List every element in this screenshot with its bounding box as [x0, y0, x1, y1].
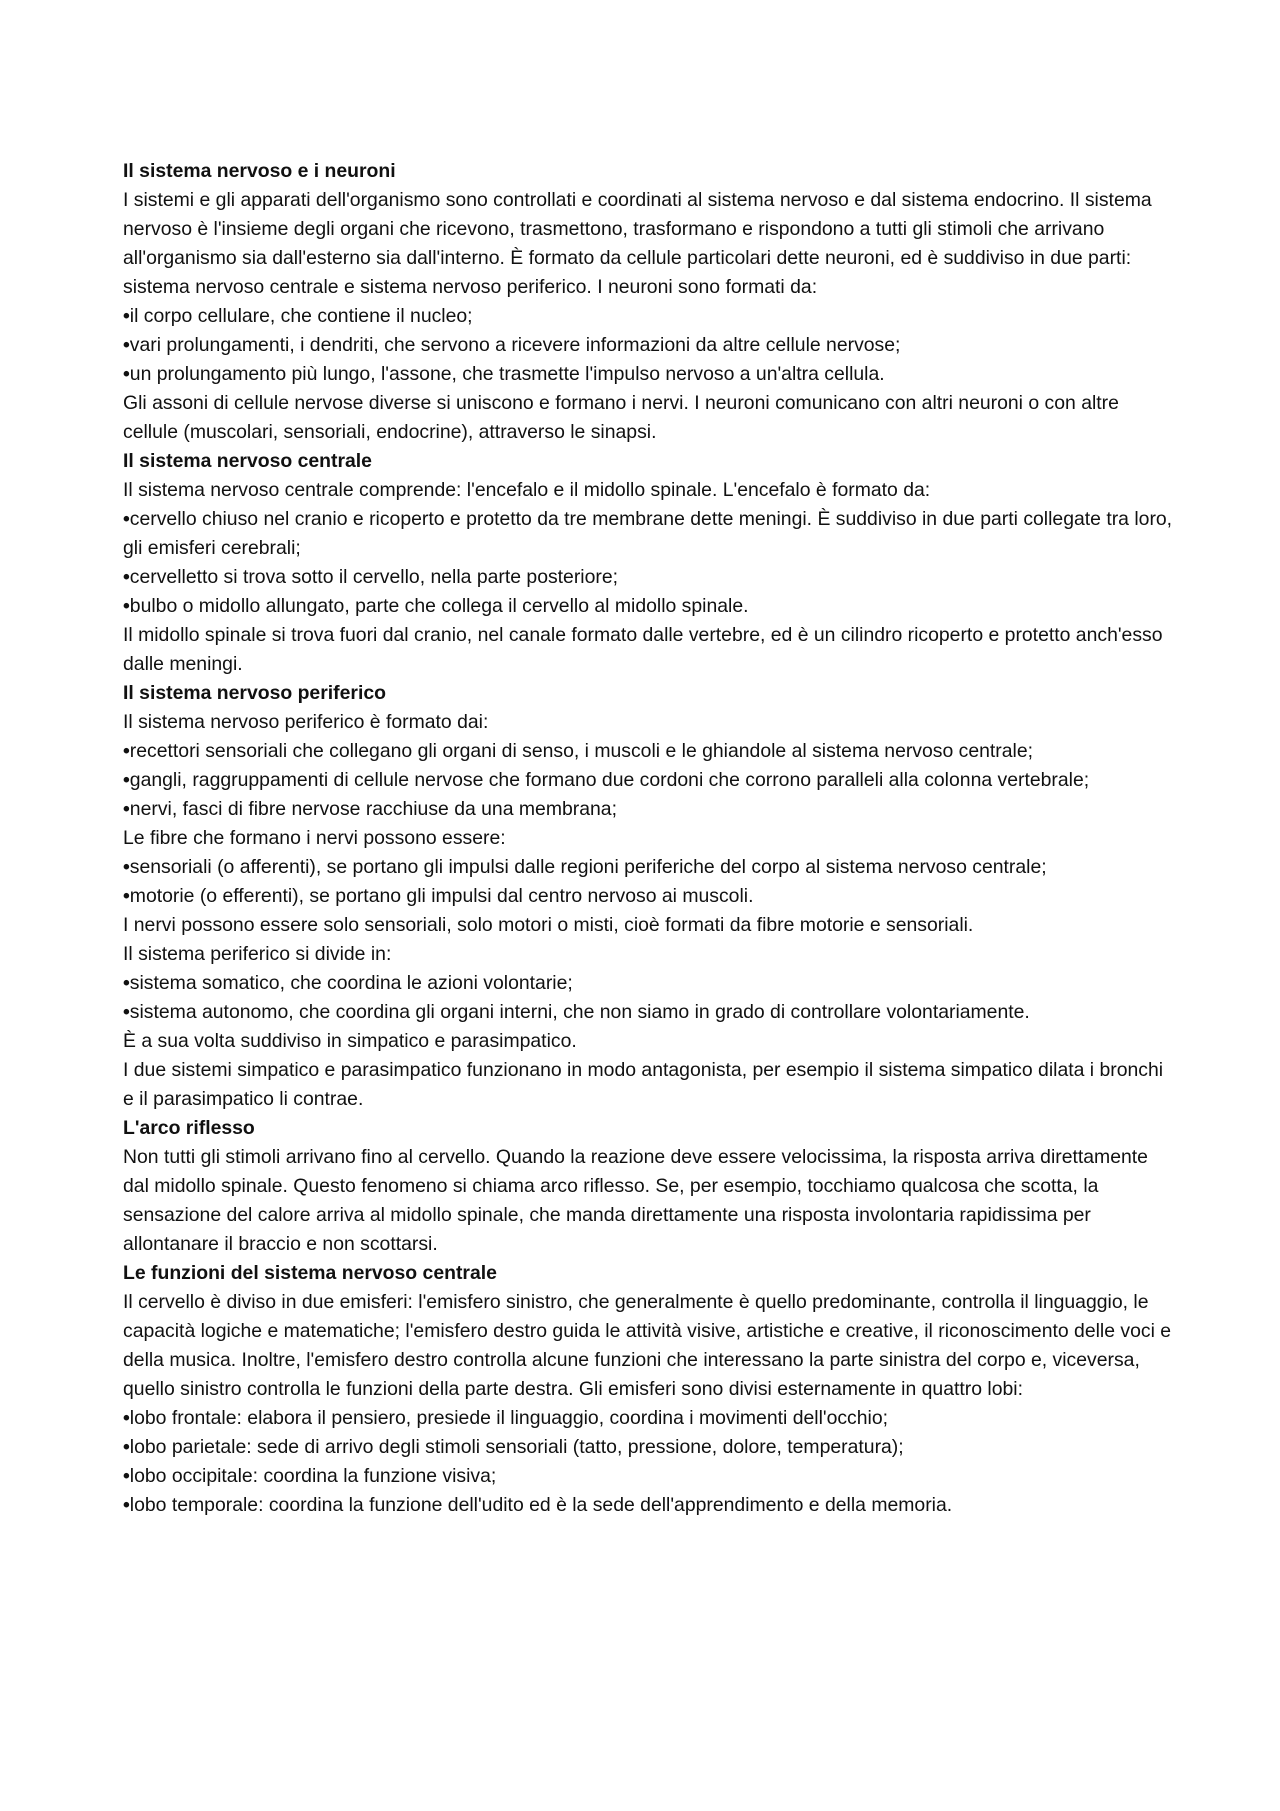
bullet-item: •vari prolungamenti, i dendriti, che servono a ricevere informazioni da altre cellule nervose; — [123, 334, 901, 356]
paragraph: Il sistema nervoso centrale comprende: l'encefalo e il midollo spinale. L'encefalo è formato da: — [123, 479, 931, 501]
bullet-item: •nervi, fasci di fibre nervose racchiuse da una membrana; — [123, 798, 617, 820]
bullet-item: •lobo parietale: sede di arrivo degli stimoli sensoriali (tatto, pressione, dolore, temperatura); — [123, 1436, 904, 1458]
bullet-item: •sistema somatico, che coordina le azioni volontarie; — [123, 972, 573, 994]
bullet-icon: • — [123, 1494, 130, 1516]
section-heading: Il sistema nervoso centrale — [123, 450, 372, 472]
paragraph: I due sistemi simpatico e parasimpatico funzionano in modo antagonista, per esempio il sistema simpatico dilata i bronchi e il parasimpatico li contrae. — [123, 1059, 1164, 1110]
bullet-icon: • — [123, 508, 130, 530]
bullet-item: •il corpo cellulare, che contiene il nucleo; — [123, 305, 473, 327]
bullet-item: •un prolungamento più lungo, l'assone, che trasmette l'impulso nervoso a un'altra cellula. — [123, 363, 885, 385]
bullet-icon: • — [123, 972, 130, 994]
bullet-icon: • — [123, 1001, 130, 1023]
paragraph: È a sua volta suddiviso in simpatico e parasimpatico. — [123, 1030, 577, 1052]
bullet-icon: • — [123, 740, 130, 762]
bullet-item: •bulbo o midollo allungato, parte che collega il cervello al midollo spinale. — [123, 595, 749, 617]
bullet-icon: • — [123, 1407, 130, 1429]
bullet-icon: • — [123, 769, 130, 791]
paragraph: Le fibre che formano i nervi possono essere: — [123, 827, 506, 849]
bullet-item: •sensoriali (o afferenti), se portano gli impulsi dalle regioni periferiche del corpo al sistema nervoso centrale; — [123, 856, 1047, 878]
document-page — [123, 157, 1173, 1520]
bullet-item: •cervelletto si trova sotto il cervello, nella parte posteriore; — [123, 566, 619, 588]
paragraph: Il cervello è diviso in due emisferi: l'emisfero sinistro, che generalmente è quello predominante, controlla il linguaggio, le capacità logiche e matematiche; l'emisfero destro guida le attività visive, artistiche e creative, il riconoscimento delle voci e della musica. Inoltre, l'emisfero destro controlla alcune funzioni che interessano la parte sinistra del corpo e, viceversa, quello sinistro controlla le funzioni della parte destra. Gli emisferi sono divisi esternamente in quattro lobi: — [123, 1291, 1172, 1400]
bullet-item: •recettori sensoriali che collegano gli organi di senso, i muscoli e le ghiandole al sistema nervoso centrale; — [123, 740, 1034, 762]
section-heading: L'arco riflesso — [123, 1117, 255, 1139]
bullet-item: •lobo frontale: elabora il pensiero, presiede il linguaggio, coordina i movimenti dell'occhio; — [123, 1407, 889, 1429]
bullet-icon: • — [123, 595, 130, 617]
bullet-item: •cervello chiuso nel cranio e ricoperto e protetto da tre membrane dette meningi. È suddiviso in due parti collegate tra loro, gli emisferi cerebrali; — [123, 508, 1173, 559]
bullet-item: •motorie (o efferenti), se portano gli impulsi dal centro nervoso ai muscoli. — [123, 885, 754, 907]
paragraph: Il sistema periferico si divide in: — [123, 943, 392, 965]
section-heading: Il sistema nervoso periferico — [123, 682, 386, 704]
bullet-item: •gangli, raggruppamenti di cellule nervose che formano due cordoni che corrono paralleli alla colonna vertebrale; — [123, 769, 1090, 791]
bullet-icon: • — [123, 305, 130, 327]
paragraph: Non tutti gli stimoli arrivano fino al cervello. Quando la reazione deve essere velocissima, la risposta arriva direttamente dal midollo spinale. Questo fenomeno si chiama arco riflesso. Se, per esempio, tocchiamo qualcosa che scotta, la sensazione del calore arriva al midollo spinale, che manda direttamente una risposta involontaria rapidissima per allontanare il braccio e non scottarsi. — [123, 1146, 1148, 1255]
bullet-icon: • — [123, 885, 130, 907]
bullet-icon: • — [123, 363, 130, 385]
bullet-icon: • — [123, 798, 130, 820]
section-heading: Le funzioni del sistema nervoso centrale — [123, 1262, 497, 1284]
bullet-icon: • — [123, 1465, 130, 1487]
paragraph: Gli assoni di cellule nervose diverse si uniscono e formano i nervi. I neuroni comunicano con altri neuroni o con altre cellule (muscolari, sensoriali, endocrine), attraverso le sinapsi. — [123, 392, 1119, 443]
bullet-item: •sistema autonomo, che coordina gli organi interni, che non siamo in grado di controllare volontariamente. — [123, 1001, 1030, 1023]
paragraph: Il sistema nervoso periferico è formato dai: — [123, 711, 489, 733]
bullet-icon: • — [123, 856, 130, 878]
bullet-item: •lobo temporale: coordina la funzione dell'udito ed è la sede dell'apprendimento e della memoria. — [123, 1494, 953, 1516]
bullet-item: •lobo occipitale: coordina la funzione visiva; — [123, 1465, 497, 1487]
paragraph: I nervi possono essere solo sensoriali, solo motori o misti, cioè formati da fibre motorie e sensoriali. — [123, 914, 974, 936]
paragraph: I sistemi e gli apparati dell'organismo sono controllati e coordinati al sistema nervoso e dal sistema endocrino. Il sistema nervoso è l'insieme degli organi che ricevono, trasmettono, trasformano e rispondono a tutti gli stimoli che arrivano all'organismo sia dall'esterno sia dall'interno. È formato da cellule particolari dette neuroni, ed è suddiviso in due parti: sistema nervoso centrale e sistema nervoso periferico. I neuroni sono formati da: — [123, 189, 1152, 298]
section-heading: Il sistema nervoso e i neuroni — [123, 160, 396, 182]
bullet-icon: • — [123, 334, 130, 356]
bullet-icon: • — [123, 1436, 130, 1458]
bullet-icon: • — [123, 566, 130, 588]
paragraph: Il midollo spinale si trova fuori dal cranio, nel canale formato dalle vertebre, ed è un cilindro ricoperto e protetto anch'esso dalle meningi. — [123, 624, 1163, 675]
